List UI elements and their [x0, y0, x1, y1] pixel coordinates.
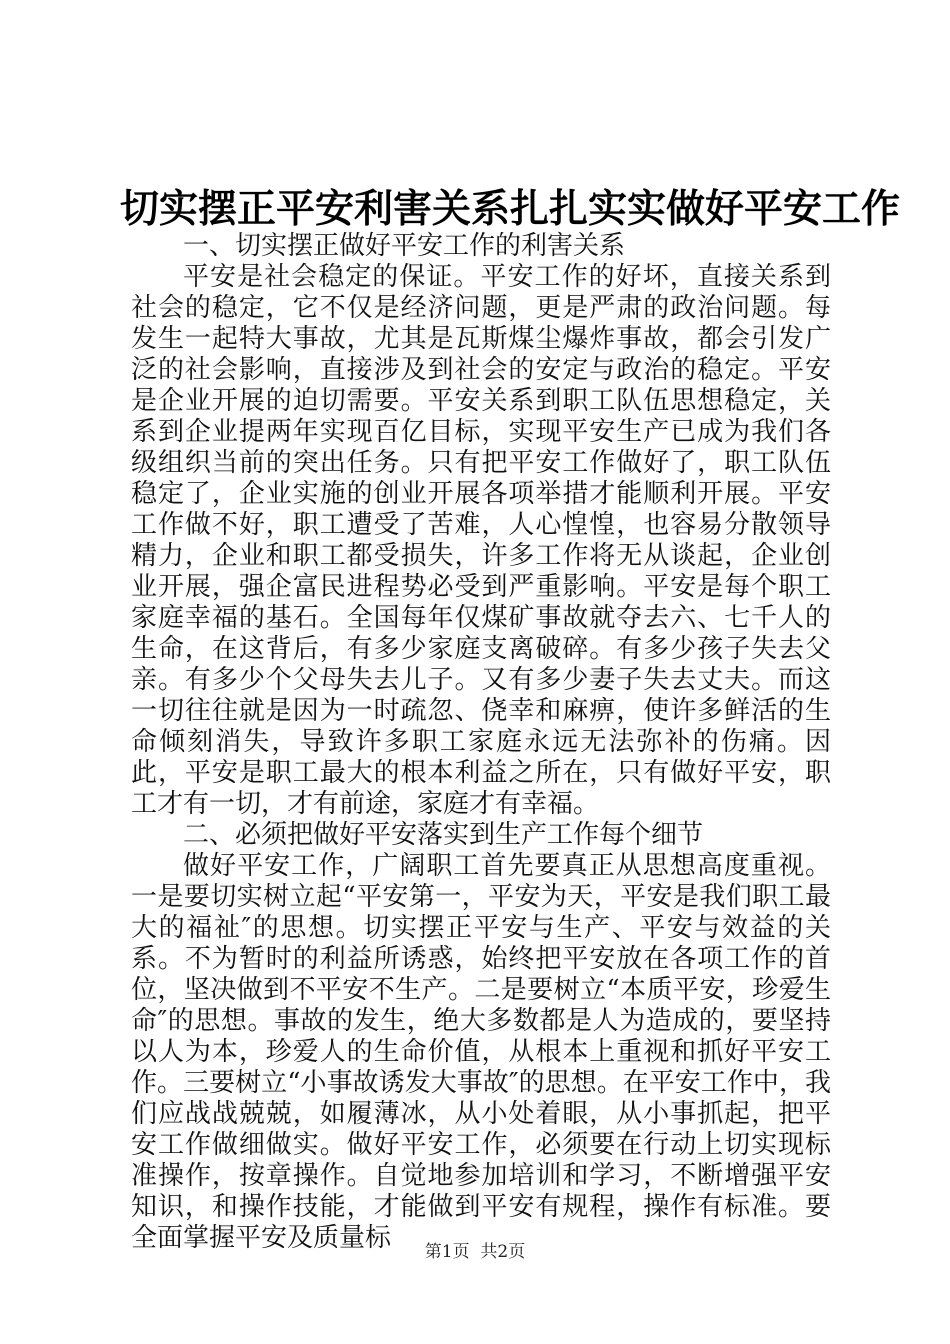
section-heading-2: 二、必须把做好平安落实到生产工作每个细节 — [183, 820, 704, 850]
body-paragraph-1: 平安是社会稳定的保证。平安工作的好坏，直接关系到社会的稳定，它不仅是经济问题，更是严肃的政治问题。每发生一起特大事故，尤其是瓦斯煤尘爆炸事故，都会引发广泛的社会影响，直接涉及到社会的安定与政治的稳定。平安是企业开展的迫切需要。平安关系到职工队伍思想稳定，关系到企业提两年实现百亿目标，实现平安生产已成为我们各级组织当前的突出任务。只有把平安工作做好了，职工队伍稳定了，企业实施的创业开展各项举措才能顺利开展。平安工作做不好，职工遭受了苦难，人心惶惶，也容易分散领导精力，企业和职工都受损失，许多工作将无从谈起，企业创业开展，强企富民进程势必受到严重影响。平安是每个职工家庭幸福的基石。全国每年仅煤矿事故就夺去六、七千人的生命，在这背后，有多少家庭支离破碎。有多少孩子失去父亲。有多少个父母失去儿子。又有多少妻子失去丈夫。而这一切往往就是因为一时疏忽、侥幸和麻痹，使许多鲜活的生命倾刻消失，导致许多职工家庭永远无法弥补的伤痛。因此，平安是职工最大的根本利益之所在，只有做好平安，职工才有一切，才有前途，家庭才有幸福。 — [131, 262, 831, 819]
document-body — [131, 231, 831, 1254]
section-heading-1: 一、切实摆正做好平安工作的利害关系 — [183, 231, 626, 261]
page-footer — [0, 1240, 950, 1264]
document-title: 切实摆正平安利害关系扎扎实实做好平安工作 — [120, 186, 901, 232]
body-paragraph-2: 做好平安工作，广阔职工首先要真正从思想高度重视。一是要切实树立起“平安第一，平安为天，平安是我们职工最大的福祉″的思想。切实摆正平安与生产、平安与效益的关系。不为暂时的利益所诱惑，始终把平安放在各项工作的首位，坚决做到不平安不生产。二是要树立“本质平安，珍爱生命″的思想。事故的发生，绝大多数都是人为造成的，要坚持以人为本，珍爱人的生命价值，从根本上重视和抓好平安工作。三要树立“小事故诱发大事故″的思想。在平安工作中，我们应战战兢兢，如履薄冰，从小处着眼，从小事抓起，把平安工作做细做实。做好平安工作，必须要在行动上切实现标准操作，按章操作。自觉地参加培训和学习，不断增强平安知识，和操作技能，才能做到平安有规程，操作有标准。要全面掌握平安及质量标 — [131, 851, 831, 1253]
page-number: 第1页 共2页 — [424, 1242, 526, 1262]
